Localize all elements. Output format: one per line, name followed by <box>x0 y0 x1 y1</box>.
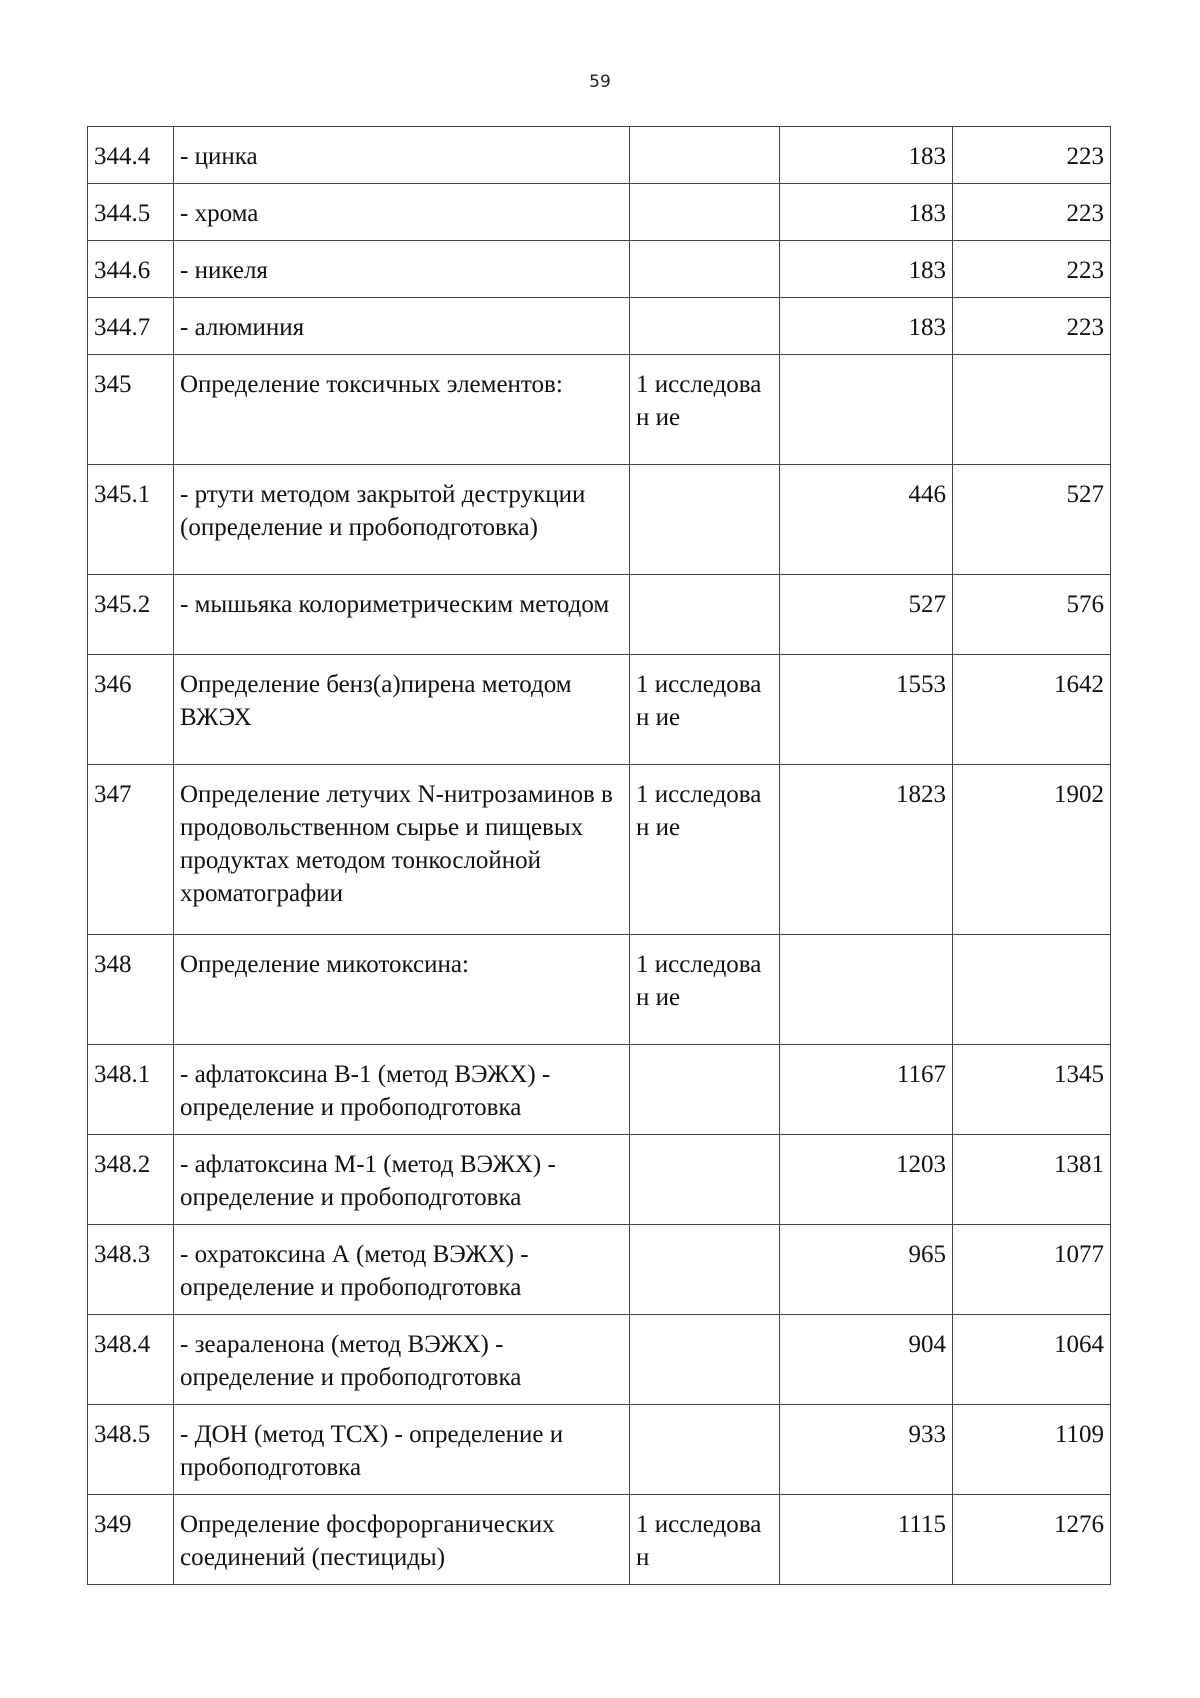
row-name: - цинка <box>174 127 630 184</box>
row-number: 348.2 <box>88 1135 174 1225</box>
row-price-2: 1902 <box>953 765 1111 935</box>
row-number: 344.6 <box>88 241 174 298</box>
row-unit: 1 исследован ие <box>630 765 780 935</box>
row-price-1: 183 <box>780 184 953 241</box>
table-row <box>88 575 1111 655</box>
table-row <box>88 184 1111 241</box>
page-number: 59 <box>589 72 611 92</box>
row-number: 347 <box>88 765 174 935</box>
row-unit: 1 исследован ие <box>630 355 780 465</box>
row-unit <box>630 575 780 655</box>
row-price-2: 1381 <box>953 1135 1111 1225</box>
price-table <box>87 126 1111 1585</box>
row-name: - хрома <box>174 184 630 241</box>
table-row <box>88 1225 1111 1315</box>
row-price-2 <box>953 355 1111 465</box>
row-price-1: 527 <box>780 575 953 655</box>
row-price-1 <box>780 355 953 465</box>
row-number: 345.1 <box>88 465 174 575</box>
row-name: Определение летучих N-нитрозаминов в продовольственном сырье и пищевых продуктах методом тонкослойной хроматографии <box>174 765 630 935</box>
row-price-1: 1203 <box>780 1135 953 1225</box>
row-number: 348 <box>88 935 174 1045</box>
row-unit <box>630 1135 780 1225</box>
row-name: - мышьяка колориметрическим методом <box>174 575 630 655</box>
row-price-2: 527 <box>953 465 1111 575</box>
row-unit <box>630 1315 780 1405</box>
row-name: Определение микотоксина: <box>174 935 630 1045</box>
row-unit <box>630 1405 780 1495</box>
row-unit <box>630 127 780 184</box>
row-name: - алюминия <box>174 298 630 355</box>
row-price-2: 1077 <box>953 1225 1111 1315</box>
row-unit: 1 исследован ие <box>630 655 780 765</box>
row-name: - зеараленона (метод ВЭЖХ) - определение и пробоподготовка <box>174 1315 630 1405</box>
row-unit <box>630 465 780 575</box>
row-price-2: 223 <box>953 241 1111 298</box>
row-price-1: 446 <box>780 465 953 575</box>
row-price-2: 1064 <box>953 1315 1111 1405</box>
table-row <box>88 1315 1111 1405</box>
row-name: - охратоксина А (метод ВЭЖХ) - определение и пробоподготовка <box>174 1225 630 1315</box>
row-price-1: 1553 <box>780 655 953 765</box>
row-price-2: 1109 <box>953 1405 1111 1495</box>
row-price-2 <box>953 935 1111 1045</box>
row-unit <box>630 1225 780 1315</box>
row-price-2: 223 <box>953 127 1111 184</box>
row-price-1: 183 <box>780 241 953 298</box>
row-name: Определение токсичных элементов: <box>174 355 630 465</box>
row-price-2: 223 <box>953 184 1111 241</box>
row-number: 345.2 <box>88 575 174 655</box>
row-name: - афлатоксина В-1 (метод ВЭЖХ) - определение и пробоподготовка <box>174 1045 630 1135</box>
table-row <box>88 465 1111 575</box>
row-number: 344.4 <box>88 127 174 184</box>
row-number: 348.5 <box>88 1405 174 1495</box>
row-number: 345 <box>88 355 174 465</box>
table-row <box>88 241 1111 298</box>
row-number: 344.5 <box>88 184 174 241</box>
row-price-1: 933 <box>780 1405 953 1495</box>
table-row <box>88 355 1111 465</box>
table-row <box>88 298 1111 355</box>
table-row <box>88 935 1111 1045</box>
row-price-2: 1276 <box>953 1495 1111 1585</box>
row-price-2: 1345 <box>953 1045 1111 1135</box>
row-number: 344.7 <box>88 298 174 355</box>
row-unit <box>630 241 780 298</box>
row-unit: 1 исследован ие <box>630 935 780 1045</box>
table-row <box>88 1495 1111 1585</box>
table-row <box>88 1045 1111 1135</box>
row-unit <box>630 184 780 241</box>
row-price-1: 1115 <box>780 1495 953 1585</box>
row-price-1: 965 <box>780 1225 953 1315</box>
table-row <box>88 655 1111 765</box>
row-unit <box>630 1045 780 1135</box>
row-name: - афлатоксина М-1 (метод ВЭЖХ) - определение и пробоподготовка <box>174 1135 630 1225</box>
row-number: 348.1 <box>88 1045 174 1135</box>
row-name: - ртути методом закрытой деструкции (определение и пробоподготовка) <box>174 465 630 575</box>
table-row <box>88 765 1111 935</box>
table-body <box>88 127 1111 1585</box>
row-number: 349 <box>88 1495 174 1585</box>
row-number: 346 <box>88 655 174 765</box>
row-name: - ДОН (метод ТСХ) - определение и пробоподготовка <box>174 1405 630 1495</box>
table-row <box>88 127 1111 184</box>
row-price-1: 183 <box>780 127 953 184</box>
row-price-1: 183 <box>780 298 953 355</box>
row-number: 348.4 <box>88 1315 174 1405</box>
row-unit: 1 исследован <box>630 1495 780 1585</box>
row-name: Определение фосфорорганических соединений (пестициды) <box>174 1495 630 1585</box>
row-price-1: 904 <box>780 1315 953 1405</box>
row-price-1: 1823 <box>780 765 953 935</box>
row-price-1: 1167 <box>780 1045 953 1135</box>
row-number: 348.3 <box>88 1225 174 1315</box>
row-price-1 <box>780 935 953 1045</box>
row-name: - никеля <box>174 241 630 298</box>
row-unit <box>630 298 780 355</box>
row-price-2: 576 <box>953 575 1111 655</box>
row-name: Определение бенз(а)пирена методом ВЖЭХ <box>174 655 630 765</box>
table-row <box>88 1405 1111 1495</box>
row-price-2: 223 <box>953 298 1111 355</box>
table-row <box>88 1135 1111 1225</box>
row-price-2: 1642 <box>953 655 1111 765</box>
